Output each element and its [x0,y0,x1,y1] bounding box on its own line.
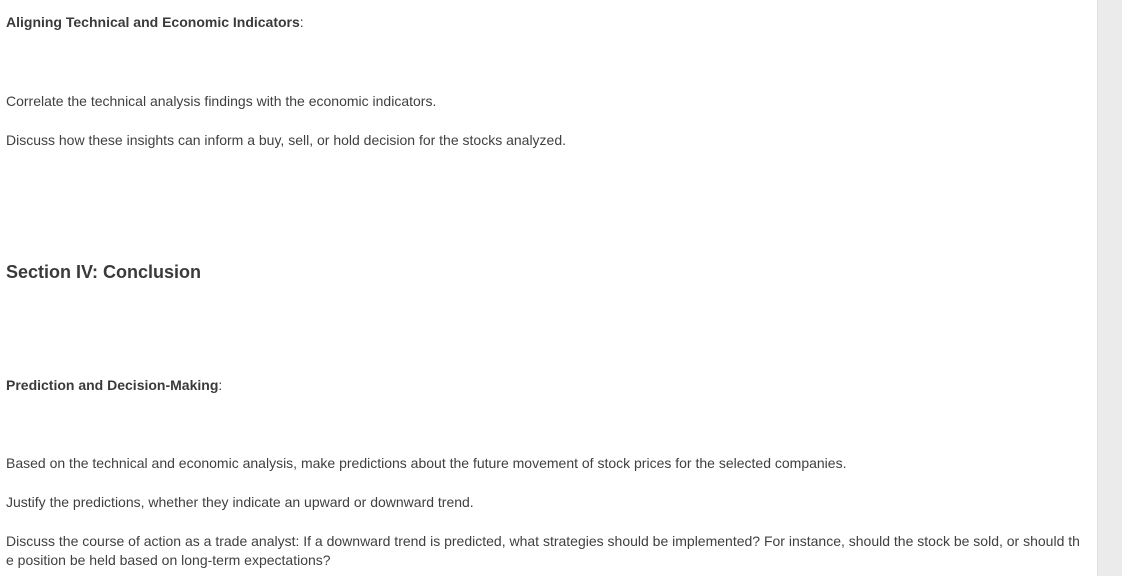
subheading-colon: : [218,377,223,393]
subheading-title: Aligning Technical and Economic Indicators [6,14,300,30]
subheading-title: Prediction and Decision-Making [6,377,219,393]
subheading-prediction [6,376,222,394]
paragraph-justify: Justify the predictions, whether they indicate an upward or downward trend. [6,494,474,510]
paragraph-correlate: Correlate the technical analysis findings with the economic indicators. [6,93,437,109]
paragraph-discuss-insights: Discuss how these insights can inform a buy, sell, or hold decision for the stocks analyzed. [6,132,567,148]
subheading-aligning-indicators [6,13,304,31]
subheading-colon: : [299,14,304,30]
section-title-conclusion: Section IV: Conclusion [6,262,202,282]
scrollbar-track[interactable] [1097,0,1122,576]
paragraph-course-of-action: Discuss the course of action as a trade analyst: If a downward trend is predicted, what strategies should be implemented? For instance, should the stock be sold, or should the position be held based on long-term expectations? [6,533,1080,568]
paragraph-predictions: Based on the technical and economic analysis, make predictions about the future movement of stock prices for the selected companies. [6,455,847,471]
